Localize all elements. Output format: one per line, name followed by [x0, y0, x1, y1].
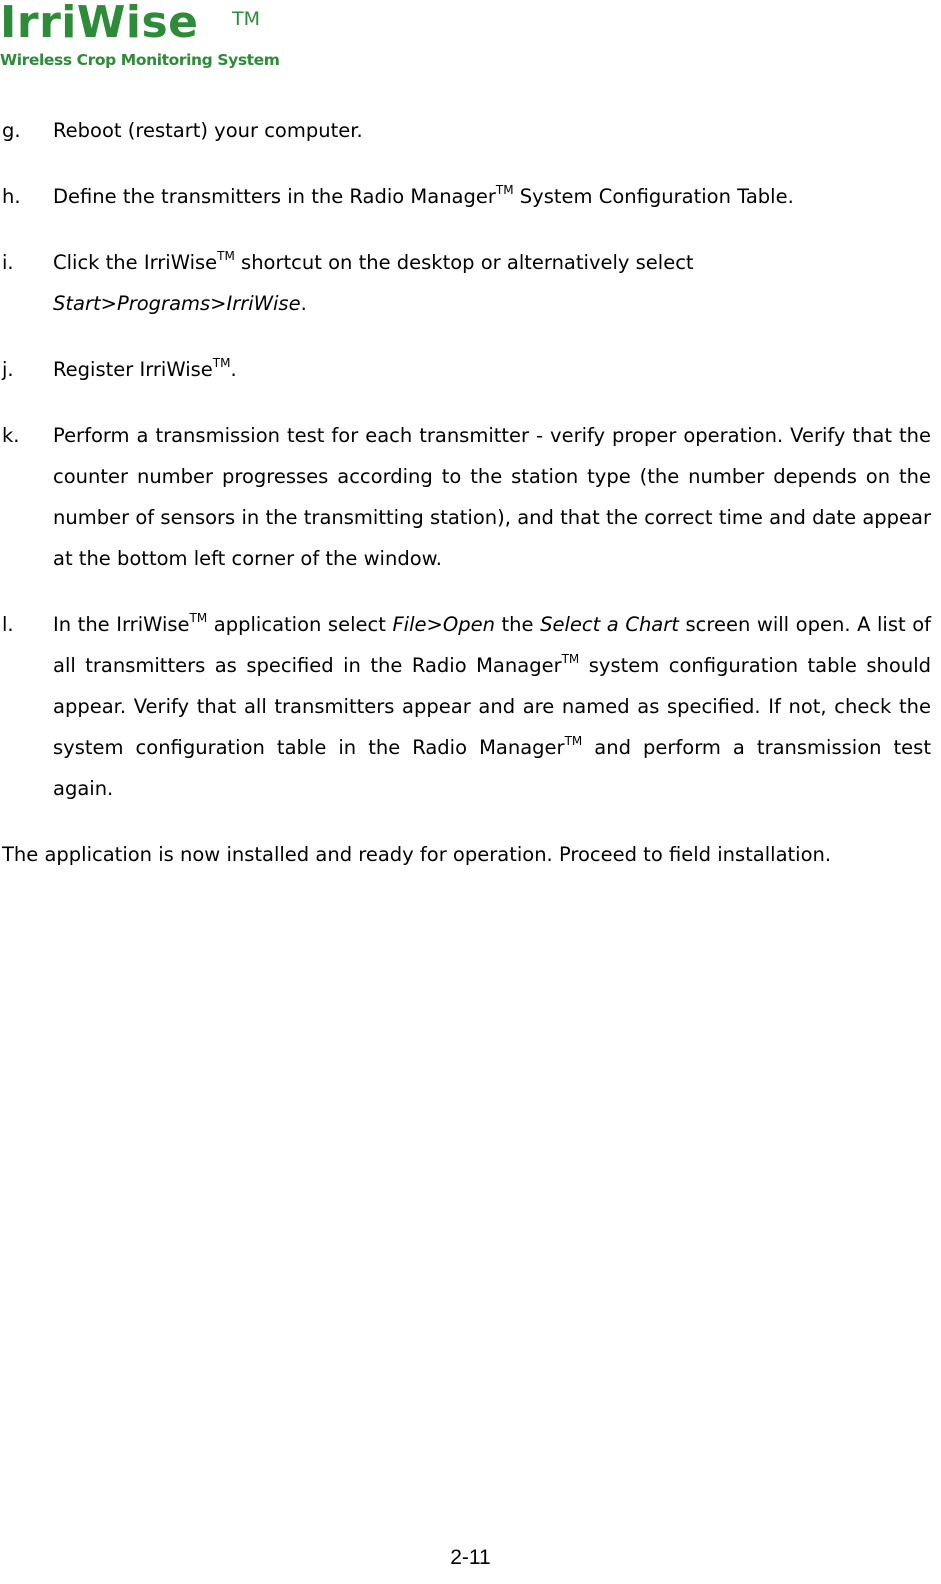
- item-text: Perform a transmission test for each transmitter - verify proper operation. Verify that the counter number progresses according to the station type (the number depends on the number of sensors in the transmitting station), and that the correct time and date appear at the bottom left corner of the window.: [53, 424, 931, 570]
- item-text: [53, 604, 931, 809]
- trademark-symbol: TM: [212, 356, 231, 370]
- item-marker: l.: [2, 613, 14, 636]
- item-text-part: shortcut on the desktop or alternatively select: [234, 251, 694, 274]
- item-marker: h.: [2, 185, 21, 208]
- item-marker: k.: [2, 424, 20, 447]
- logo-trademark: TM: [232, 8, 260, 30]
- list-item-g: [2, 110, 931, 151]
- screen-name: Select a Chart: [540, 613, 679, 636]
- item-text-part: application select: [207, 613, 393, 636]
- item-text-part: screen will open. A list of all transmitters as specified in the Radio Manager: [53, 613, 932, 677]
- item-text: [53, 349, 931, 390]
- logo-title: IrriWise: [0, 0, 199, 48]
- item-text-part: Register IrriWise: [53, 358, 213, 381]
- trademark-symbol: TM: [564, 734, 583, 748]
- list-item-i: [2, 242, 931, 324]
- item-text: Reboot (restart) your computer.: [53, 119, 363, 142]
- irriwise-logo: [0, 0, 280, 80]
- page-number: 2-11: [450, 1546, 491, 1569]
- item-text-part: System Configuration Table.: [513, 185, 794, 208]
- list-item-h: [2, 176, 931, 217]
- item-text-part: and perform a transmission test again.: [53, 736, 931, 800]
- item-text-part: Click the IrriWise: [53, 251, 218, 274]
- list-item-k: [2, 415, 931, 579]
- item-text: [53, 176, 931, 217]
- item-text-part: the: [494, 613, 541, 636]
- menu-path: Start>Programs>IrriWise: [53, 292, 301, 315]
- trademark-symbol: TM: [495, 183, 514, 197]
- list-item-j: [2, 349, 931, 390]
- trademark-symbol: TM: [189, 611, 208, 625]
- item-text-part: .: [300, 292, 307, 315]
- closing-paragraph: The application is now installed and ready for operation. Proceed to field installation.: [2, 843, 832, 866]
- trademark-symbol: TM: [217, 249, 235, 263]
- item-marker: j.: [2, 358, 14, 381]
- menu-path: File>Open: [392, 613, 495, 636]
- trademark-symbol: TM: [561, 652, 580, 666]
- list-item-l: [2, 604, 931, 809]
- item-text-part: Define the transmitters in the Radio Manager: [53, 185, 496, 208]
- item-marker: i.: [2, 251, 14, 274]
- item-text-part: system configuration table should appear. Verify that all transmitters appear and are named as specified. If not, check the system configuration table in the Radio Manager: [53, 654, 932, 759]
- item-text: [53, 242, 931, 324]
- item-text-part: .: [230, 358, 237, 381]
- item-text-part: In the IrriWise: [53, 613, 190, 636]
- logo-subtitle: Wireless Crop Monitoring System: [0, 51, 280, 69]
- instructions-list: [2, 110, 931, 875]
- item-marker: g.: [2, 119, 21, 142]
